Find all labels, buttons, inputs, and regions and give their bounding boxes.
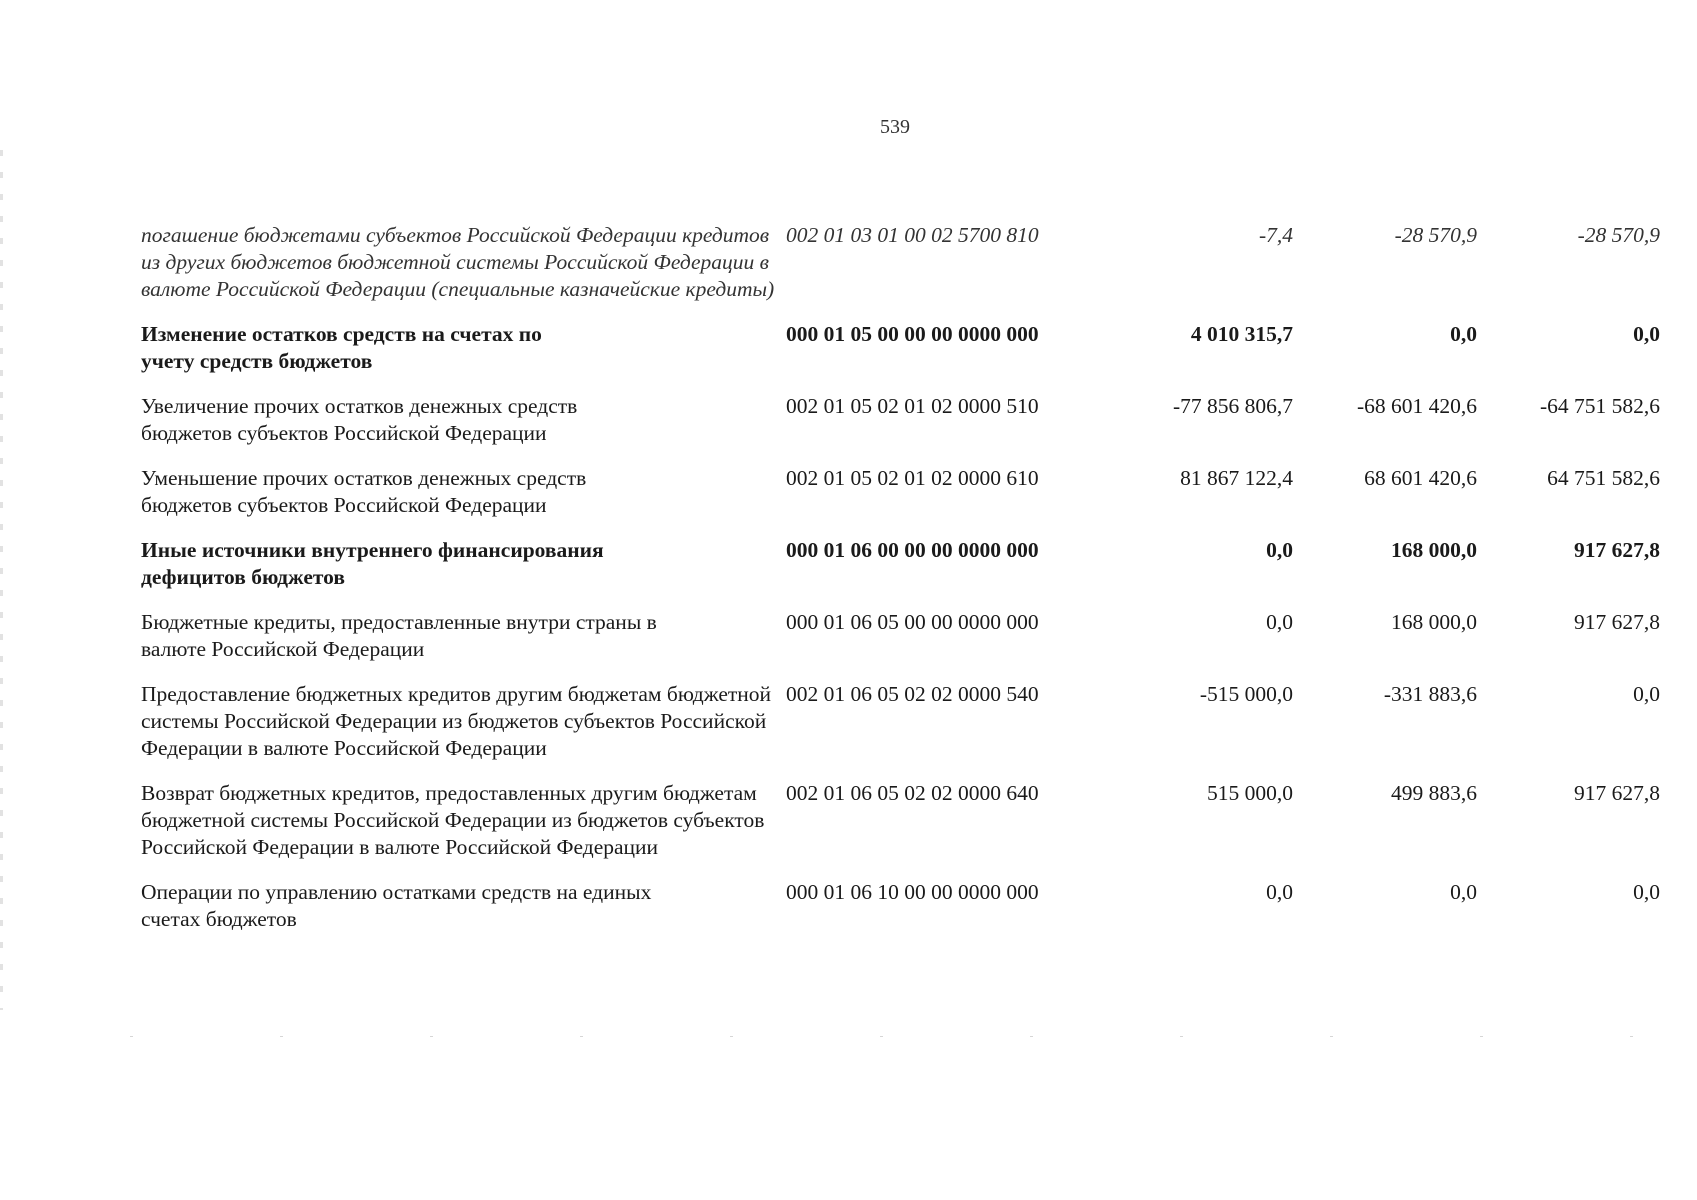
row-code: 002 01 06 05 02 02 0000 540 — [786, 682, 1039, 706]
row-value-3: 917 627,8 — [1574, 610, 1660, 634]
row-value-3: 64 751 582,6 — [1547, 466, 1660, 490]
table-row — [141, 681, 1660, 762]
row-value-1: -77 856 806,7 — [1172, 394, 1293, 418]
row-value-3: -28 570,9 — [1577, 223, 1660, 247]
row-name: Предоставление бюджетных кредитов другим бюджетам бюджетной системы Российской Федерации из бюджетов субъектов Российской Федерации в валюте Российской Федерации — [141, 682, 772, 760]
row-code: 000 01 06 00 00 00 0000 000 — [786, 538, 1039, 562]
scan-edge-artifact — [0, 150, 3, 1010]
sources-table — [141, 222, 1660, 951]
row-value-2: -68 601 420,6 — [1356, 394, 1477, 418]
row-value-1: 0,0 — [1266, 610, 1293, 634]
row-value-2: 68 601 420,6 — [1364, 466, 1477, 490]
row-value-2: 0,0 — [1450, 322, 1477, 346]
row-name: Операции по управлению остатками средств на единых счетах бюджетов — [141, 880, 652, 931]
page-number: 539 — [880, 116, 910, 138]
table-row — [141, 537, 1660, 591]
row-value-2: -28 570,9 — [1394, 223, 1477, 247]
row-value-1: 0,0 — [1266, 880, 1293, 904]
row-code: 002 01 05 02 01 02 0000 610 — [786, 466, 1039, 490]
table-row — [141, 222, 1660, 303]
row-code: 002 01 05 02 01 02 0000 510 — [786, 394, 1039, 418]
row-name: Иные источники внутреннего финансирования дефицитов бюджетов — [141, 538, 604, 589]
row-code: 000 01 05 00 00 00 0000 000 — [786, 322, 1039, 346]
row-code: 002 01 06 05 02 02 0000 640 — [786, 781, 1039, 805]
table-row — [141, 879, 1660, 933]
row-value-1: 515 000,0 — [1207, 781, 1293, 805]
row-value-3: 0,0 — [1633, 322, 1660, 346]
row-name: Возврат бюджетных кредитов, предоставленных другим бюджетам бюджетной системы Российской Федерации из бюджетов субъектов Российской Федерации в валюте Российской Федерации — [141, 781, 765, 859]
table-row — [141, 465, 1660, 519]
row-value-1: -7,4 — [1258, 223, 1293, 247]
row-name: Увеличение прочих остатков денежных средств бюджетов субъектов Российской Федерации — [141, 394, 578, 445]
scan-bottom-artifact — [130, 1036, 1670, 1037]
row-name: погашение бюджетами субъектов Российской Федерации кредитов из других бюджетов бюджетной системы Российской Федерации в валюте Российской Федерации (специальные казначейские кредиты) — [141, 223, 775, 301]
table-row — [141, 609, 1660, 663]
row-value-1: 81 867 122,4 — [1180, 466, 1293, 490]
row-value-2: 168 000,0 — [1391, 538, 1477, 562]
row-code: 000 01 06 10 00 00 0000 000 — [786, 880, 1039, 904]
row-value-2: 499 883,6 — [1391, 781, 1477, 805]
row-value-1: 0,0 — [1266, 538, 1293, 562]
row-value-1: 4 010 315,7 — [1190, 322, 1293, 346]
row-value-3: 917 627,8 — [1574, 781, 1660, 805]
row-value-2: 0,0 — [1450, 880, 1477, 904]
row-value-3: -64 751 582,6 — [1539, 394, 1660, 418]
row-code: 002 01 03 01 00 02 5700 810 — [786, 223, 1039, 247]
row-name: Изменение остатков средств на счетах по учету средств бюджетов — [141, 322, 542, 373]
row-name: Уменьшение прочих остатков денежных средств бюджетов субъектов Российской Федерации — [141, 466, 587, 517]
table-row — [141, 393, 1660, 447]
table-row — [141, 780, 1660, 861]
row-value-2: -331 883,6 — [1383, 682, 1477, 706]
row-value-3: 0,0 — [1633, 682, 1660, 706]
row-code: 000 01 06 05 00 00 0000 000 — [786, 610, 1039, 634]
row-value-1: -515 000,0 — [1199, 682, 1293, 706]
row-value-3: 917 627,8 — [1574, 538, 1660, 562]
row-value-2: 168 000,0 — [1391, 610, 1477, 634]
table-row — [141, 321, 1660, 375]
row-name: Бюджетные кредиты, предоставленные внутри страны в валюте Российской Федерации — [141, 610, 657, 661]
row-value-3: 0,0 — [1633, 880, 1660, 904]
